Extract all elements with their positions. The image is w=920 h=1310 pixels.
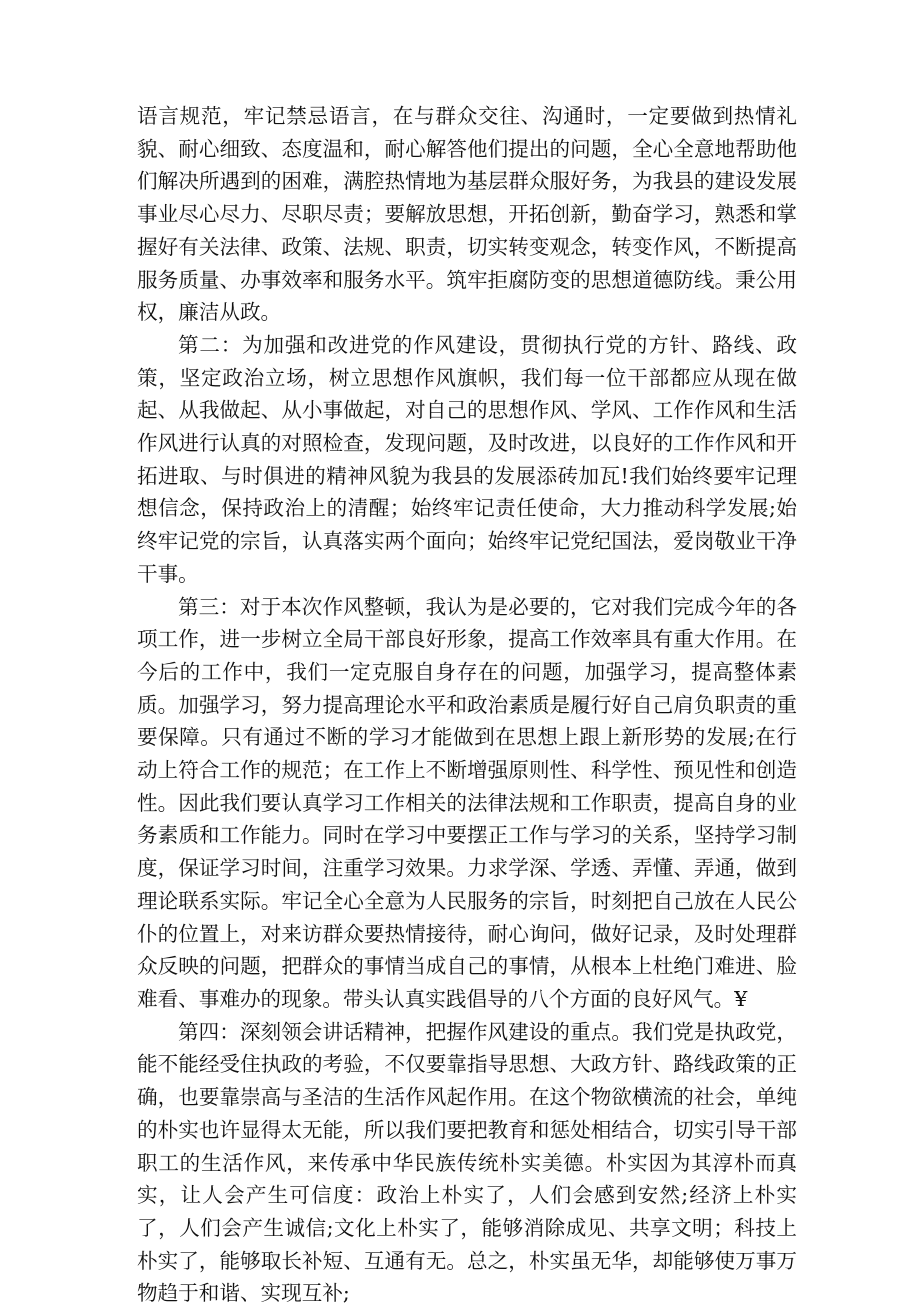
- paragraph-1: 语言规范，牢记禁忌语言，在与群众交往、沟通时，一定要做到热情礼貌、耐心细致、态度温和，耐心解答他们提出的问题，全心全意地帮助他们解决所遇到的困难，满腔热情地为基层群众服好务，为我县的建设发展事业尽心尽力、尽职尽责；要解放思想，开拓创新，勤奋学习，熟悉和掌握好有关法律、政策、法规、职责，切实转变观念，转变作风，不断提高服务质量、办事效率和服务水平。筑牢拒腐防变的思想道德防线。秉公用权，廉洁从政。: [137, 104, 797, 325]
- paragraph-3: 第三：对于本次作风整顿，我认为是必要的，它对我们完成今年的各项工作，进一步树立全局干部良好形象，提高工作效率具有重大作用。在今后的工作中，我们一定克服自身存在的问题，加强学习，提高整体素质。加强学习，努力提高理论水平和政治素质是履行好自己肩负职责的重要保障。只有通过不断的学习才能做到在思想上跟上新形势的发展;在行动上符合工作的规范；在工作上不断增强原则性、科学性、预见性和创造性。因此我们要认真学习工作相关的法律法规和工作职责，提高自身的业务素质和工作能力。同时在学习中要摆正工作与学习的关系，坚持学习制度，保证学习时间，注重学习效果。力求学深、学透、弄懂、弄通，做到理论联系实际。牢记全心全意为人民服务的宗旨，时刻把自己放在人民公仆的位置上，对来访群众要热情接待，耐心询问，做好记录，及时处理群众反映的问题，把群众的事情当成自己的事情，从根本上杜绝门难进、脸难看、事难办的现象。带头认真实践倡导的八个方面的良好风气。¥: [137, 594, 797, 1011]
- document-body: [137, 100, 797, 1310]
- paragraph-4: 第四：深刻领会讲话精神，把握作风建设的重点。我们党是执政党，能不能经受住执政的考验，不仅要靠指导思想、大政方针、路线政策的正确，也要靠崇高与圣洁的生活作风起作用。在这个物欲横流的社会，单纯的朴实也许显得太无能，所以我们要把教育和惩处相结合，切实引导干部职工的生活作风，来传承中华民族传统朴实美德。朴实因为其淳朴而真实，让人会产生可信度：政治上朴实了，人们会感到安然;经济上朴实了，人们会产生诚信;文化上朴实了，能够消除成见、共享文明；科技上朴实了，能够取长补短、互通有无。总之，朴实虽无华，却能够使万事万物趋于和谐、实现互补;: [137, 1019, 797, 1306]
- paragraph-2: 第二：为加强和改进党的作风建设，贯彻执行党的方针、路线、政策，坚定政治立场，树立思想作风旗帜，我们每一位干部都应从现在做起、从我做起、从小事做起，对自己的思想作风、学风、工作作风和生活作风进行认真的对照检查，发现问题，及时改进，以良好的工作作风和开拓进取、与时俱进的精神风貌为我县的发展添砖加瓦!我们始终要牢记理想信念，保持政治上的清醒；始终牢记责任使命，大力推动科学发展;始终牢记党的宗旨，认真落实两个面向；始终牢记党纪国法，爱岗敬业干净干事。: [137, 332, 797, 586]
